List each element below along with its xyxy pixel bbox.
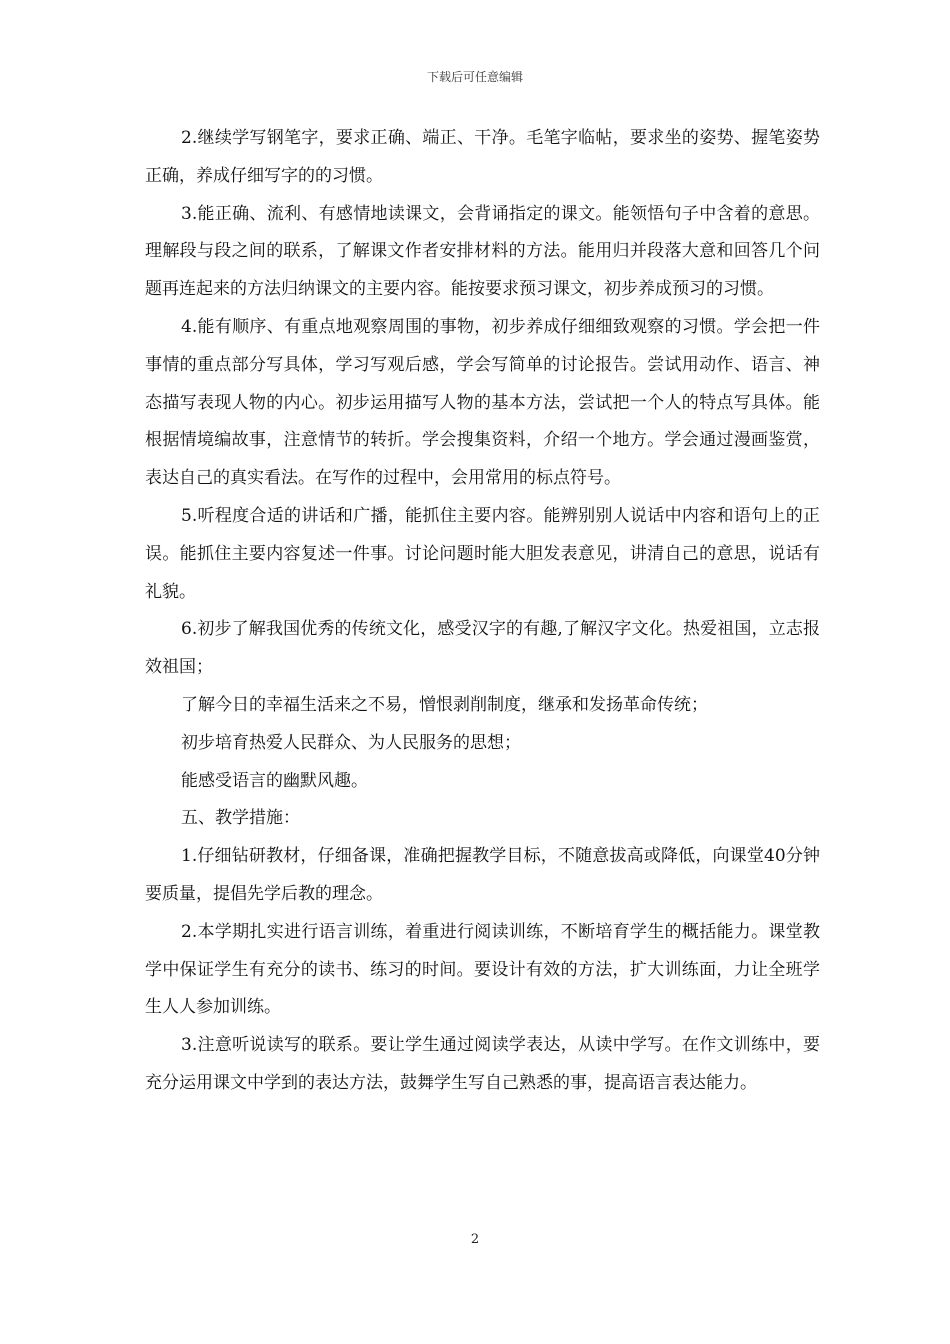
- paragraph-goal-6: 6.初步了解我国优秀的传统文化，感受汉字的有趣,了解汉字文化。热爱祖国，立志报效祖国；: [145, 619, 820, 678]
- paragraph-goal-4: 4.能有顺序、有重点地观察周围的事物，初步养成仔细细致观察的习惯。学会把一件事情的重点部分写具体，学习写观后感，学会写简单的讨论报告。尝试用动作、语言、神态描写表现人物的内心。初步运用描写人物的基本方法，尝试把一个人的特点写具体。能根据情境编故事，注意情节的转折。学会搜集资料，介绍一个地方。学会通过漫画鉴赏，表达自己的真实看法。在写作的过程中，会用常用的标点符号。: [145, 316, 820, 489]
- paragraph-measure-3: 3.注意听说读写的联系。要让学生通过阅读学表达，从读中学写。在作文训练中，要充分运用课文中学到的表达方法，鼓舞学生写自己熟悉的事，提高语言表达能力。: [145, 1035, 820, 1093]
- paragraph-goal-2: 2.继续学写钢笔字，要求正确、端正、干净。毛笔字临帖，要求坐的姿势、握笔姿势正确，养成仔细写字的的习惯。: [145, 128, 820, 186]
- paragraph-goal-6-line-4: 能感受语言的幽默风趣。: [181, 770, 368, 791]
- section-heading-measures: 五、教学措施：: [181, 808, 300, 829]
- paragraph-goal-3: 3.能正确、流利、有感情地读课文，会背诵指定的课文。能领悟句子中含着的意思。理解段与段之间的联系，了解课文作者安排材料的方法。能用归并段落大意和回答几个问题再连起来的方法归纳课文的主要内容。能按要求预习课文，初步养成预习的习惯。: [145, 203, 820, 300]
- paragraph-measure-1: 1.仔细钻研教材，仔细备课，准确把握教学目标，不随意拔高或降低，向课堂40分钟要质量，提倡先学后教的理念。: [145, 846, 820, 904]
- page-number: 2: [470, 1232, 480, 1247]
- paragraph-goal-6-line-2: 了解今日的幸福生活来之不易，憎恨剥削制度，继承和发扬革命传统；: [181, 694, 708, 715]
- page-header: 下载后可任意编辑: [426, 70, 523, 84]
- paragraph-measure-2: 2.本学期扎实进行语言训练，着重进行阅读训练，不断培育学生的概括能力。课堂教学中保证学生有充分的读书、练习的时间。要设计有效的方法，扩大训练面，力让全班学生人人参加训练。: [145, 921, 820, 1018]
- document-body: [145, 120, 820, 1103]
- paragraph-goal-5: 5.听程度合适的讲话和广播，能抓住主要内容。能辨别别人说话中内容和语句上的正误。能抓住主要内容复述一件事。讨论问题时能大胆发表意见，讲清自己的意思，说话有礼貌。: [145, 505, 820, 602]
- paragraph-goal-6-line-3: 初步培育热爱人民群众、为人民服务的思想；: [181, 732, 521, 753]
